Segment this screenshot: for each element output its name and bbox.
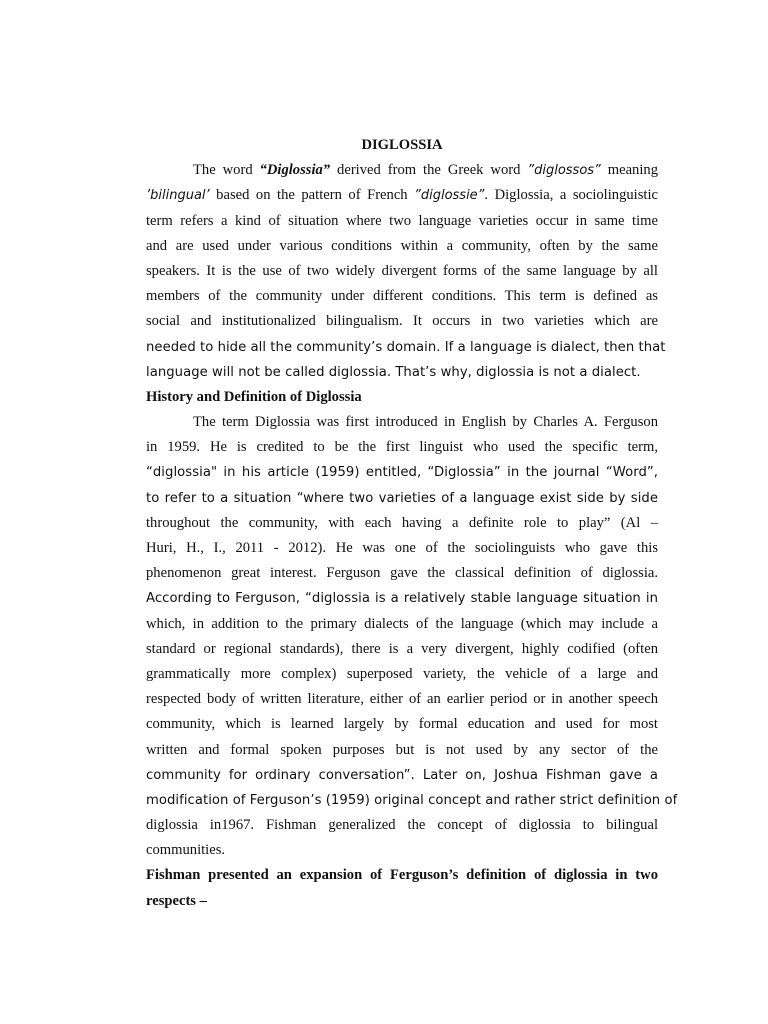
section-heading: History and Definition of Diglossia <box>146 388 362 405</box>
intro-text: derived from the Greek word <box>330 162 528 179</box>
body-line: respected body of written literature, either of an earlier period or in another speech <box>146 691 658 708</box>
closing-heading-line: respects – <box>146 892 207 909</box>
intro-line: members of the community under different conditions. This term is defined as <box>146 288 658 305</box>
document-page <box>146 133 678 914</box>
intro-line <box>146 183 658 208</box>
term-diglossia: “Diglossia” <box>259 162 331 179</box>
history-paragraph <box>146 410 678 863</box>
body-line: The term Diglossia was first introduced in English by Charles A. Ferguson <box>193 414 658 431</box>
intro-text: . Diglossia, a sociolinguistic <box>484 187 658 204</box>
body-line: standard or regional standards), there is a very divergent, highly codified (often <box>146 640 658 657</box>
body-line: community for ordinary conversation”. Later on, Joshua Fishman gave a <box>146 767 658 783</box>
intro-line: term refers a kind of situation where two language varieties occur in same time <box>146 212 658 229</box>
intro-text: The word <box>193 162 260 179</box>
body-line: throughout the community, with each having a definite role to play” (Al – <box>146 514 658 531</box>
body-line: Huri, H., I., 2011 - 2012). He was one of the sociolinguists who gave this <box>146 540 658 556</box>
intro-line: language will not be called diglossia. That’s why, diglossia is not a dialect. <box>146 364 641 380</box>
body-line: which, in addition to the primary dialects of the language (which may include a <box>146 615 658 632</box>
intro-line: social and institutionalized bilingualism. It occurs in two varieties which are <box>146 313 658 330</box>
intro-line: speakers. It is the use of two widely divergent forms of the same language by all <box>146 262 658 279</box>
intro-paragraph <box>146 158 666 385</box>
body-line: “diglossia" in his article (1959) entitled, “Diglossia” in the journal “Word”, <box>146 465 658 481</box>
document-title: DIGLOSSIA <box>361 137 443 153</box>
body-line: phenomenon great interest. Ferguson gave the classical definition of diglossia. <box>146 565 658 582</box>
body-line: modification of Ferguson’s (1959) original concept and rather strict definition of <box>146 792 678 808</box>
body-line: diglossia in1967. Fishman generalized the concept of diglossia to bilingual <box>146 817 658 834</box>
body-line: written and formal spoken purposes but is not used by any sector of the <box>146 741 658 758</box>
body-line: communities. <box>146 842 226 859</box>
intro-text: meaning <box>600 162 658 179</box>
body-line: grammatically more complex) superposed variety, the vehicle of a large and <box>146 665 658 682</box>
body-line: to refer to a situation “where two varieties of a language exist side by side <box>146 490 658 506</box>
closing-heading-line: Fishman presented an expansion of Ferguson’s definition of diglossia in two <box>146 867 658 884</box>
term-diglossie: ”diglossie” <box>414 188 485 204</box>
body-line: in 1959. He is credited to be the first linguist who used the specific term, <box>146 439 658 456</box>
closing-heading <box>146 863 658 913</box>
intro-line: needed to hide all the community’s domain. If a language is dialect, then that <box>146 339 666 355</box>
intro-line <box>146 158 658 183</box>
intro-text: based on the pattern of French <box>209 187 415 204</box>
term-bilingual: ’bilingual’ <box>146 188 210 204</box>
body-line: According to Ferguson, “diglossia is a relatively stable language situation in <box>146 591 658 607</box>
intro-line: and are used under various conditions within a community, often by the same <box>146 237 658 254</box>
body-line: community, which is learned largely by formal education and used for most <box>146 716 658 733</box>
term-diglossos: ”diglossos” <box>527 163 601 179</box>
